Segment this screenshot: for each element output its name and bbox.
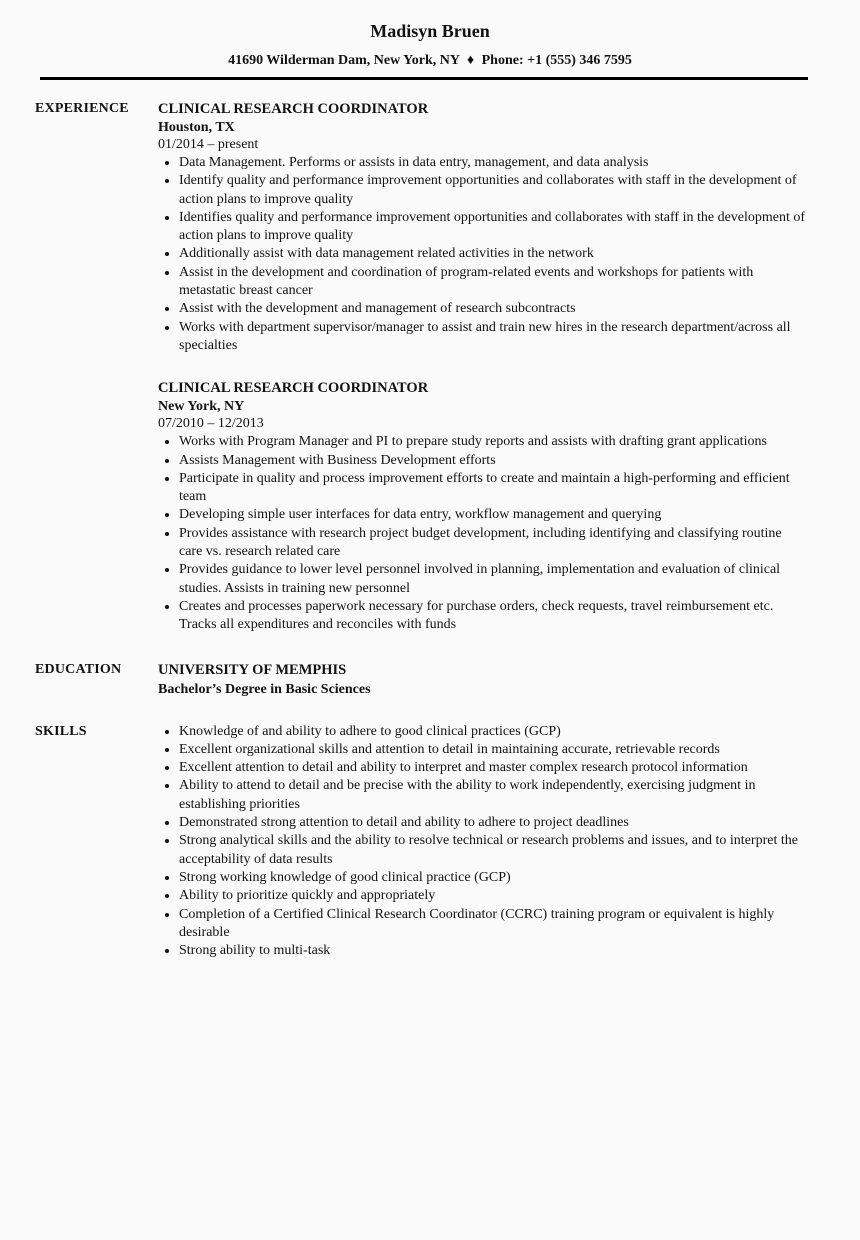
person-name: Madisyn Bruen: [370, 21, 490, 41]
job-bullet-list: [158, 154, 808, 355]
bullet-item: • Ability to prioritize quickly and appropriately: [179, 887, 808, 905]
job-entry: [158, 379, 808, 634]
header-divider: [40, 77, 808, 80]
bullet-item: • Works with department supervisor/manager to assist and train new hires in the research department/across all specialties: [179, 319, 808, 356]
bullet-item: • Additionally assist with data management related activities in the network: [179, 245, 808, 263]
bullet-item: • Assist with the development and management of research subcontracts: [179, 300, 808, 318]
job-dates: 01/2014 – present: [158, 137, 259, 152]
bullet-item: • Strong ability to multi-task: [179, 942, 808, 960]
bullet-item: • Assists Management with Business Development efforts: [179, 452, 808, 470]
job-title: CLINICAL RESEARCH COORDINATOR: [158, 380, 429, 397]
experience-section: [0, 100, 860, 635]
skills-bullet-list: [158, 723, 808, 961]
job-title: CLINICAL RESEARCH COORDINATOR: [158, 101, 429, 117]
bullet-item: • Developing simple user interfaces for data entry, workflow management and querying: [179, 506, 808, 524]
skills-section: [0, 723, 860, 961]
bullet-item: • Identifies quality and performance improvement opportunities and collaborates with staff in the development of action plans to improve quality: [179, 209, 808, 246]
bullet-item: • Identify quality and performance improvement opportunities and collaborates with staff in the development of action plans to improve quality: [179, 172, 808, 209]
bullet-item: • Assist in the development and coordination of program-related events and workshops for patients with metastatic breast cancer: [179, 264, 808, 301]
bullet-item: • Creates and processes paperwork necessary for purchase orders, check requests, travel reimbursement etc. Tracks all expenditures and reconciles with funds: [179, 598, 808, 635]
job-bullet-list: [158, 433, 808, 634]
contact-line: [0, 54, 860, 68]
job-dates: 07/2010 – 12/2013: [158, 416, 264, 432]
bullet-item: • Ability to attend to detail and be precise with the ability to work independently, exercising judgment in establishing priorities: [179, 777, 808, 814]
bullet-item: • Excellent attention to detail and ability to interpret and master complex research protocol information: [179, 759, 808, 777]
bullet-item: • Strong working knowledge of good clinical practice (GCP): [179, 869, 808, 887]
resume-header: [0, 0, 860, 68]
job-location: New York, NY: [158, 399, 245, 415]
bullet-item: • Provides assistance with research project budget development, including identifying and classifying routine care vs. research related care: [179, 525, 808, 562]
degree-name: Bachelor’s Degree in Basic Sciences: [158, 681, 371, 697]
bullet-item: • Works with Program Manager and PI to prepare study reports and assists with drafting grant applications: [179, 433, 808, 451]
school-name: UNIVERSITY OF MEMPHIS: [158, 661, 347, 678]
bullet-item: • Strong analytical skills and the ability to resolve technical or research problems and issues, and to interpret the acceptability of data results: [179, 832, 808, 869]
bullet-item: • Demonstrated strong attention to detail and ability to adhere to project deadlines: [179, 814, 808, 832]
bullet-item: • Knowledge of and ability to adhere to good clinical practices (GCP): [179, 723, 808, 741]
skills-content: [158, 723, 860, 961]
bullet-item: • Data Management. Performs or assists in data entry, management, and data analysis: [179, 154, 808, 172]
bullet-item: • Provides guidance to lower level personnel involved in planning, implementation and evaluation of clinical studies. Assists in training new personnel: [179, 561, 808, 598]
job-entry: [158, 100, 808, 355]
diamond-separator-icon: ♦: [466, 53, 475, 68]
address-text: 41690 Wilderman Dam, New York, NY: [228, 53, 460, 68]
experience-section-label: EXPERIENCE: [35, 101, 129, 116]
job-location: Houston, TX: [158, 120, 235, 135]
education-section: [0, 661, 860, 699]
bullet-item: • Participate in quality and process improvement efforts to create and maintain a high-performing and efficient team: [179, 470, 808, 507]
bullet-item: • Excellent organizational skills and attention to detail in maintaining accurate, retrievable records: [179, 741, 808, 759]
skills-section-label: SKILLS: [35, 723, 87, 739]
experience-content: [158, 100, 860, 635]
bullet-item: • Completion of a Certified Clinical Research Coordinator (CCRC) training program or equivalent is highly desirable: [179, 906, 808, 943]
education-content: [158, 661, 860, 699]
phone-text: Phone: +1 (555) 346 7595: [481, 53, 632, 68]
education-section-label: EDUCATION: [35, 661, 122, 677]
